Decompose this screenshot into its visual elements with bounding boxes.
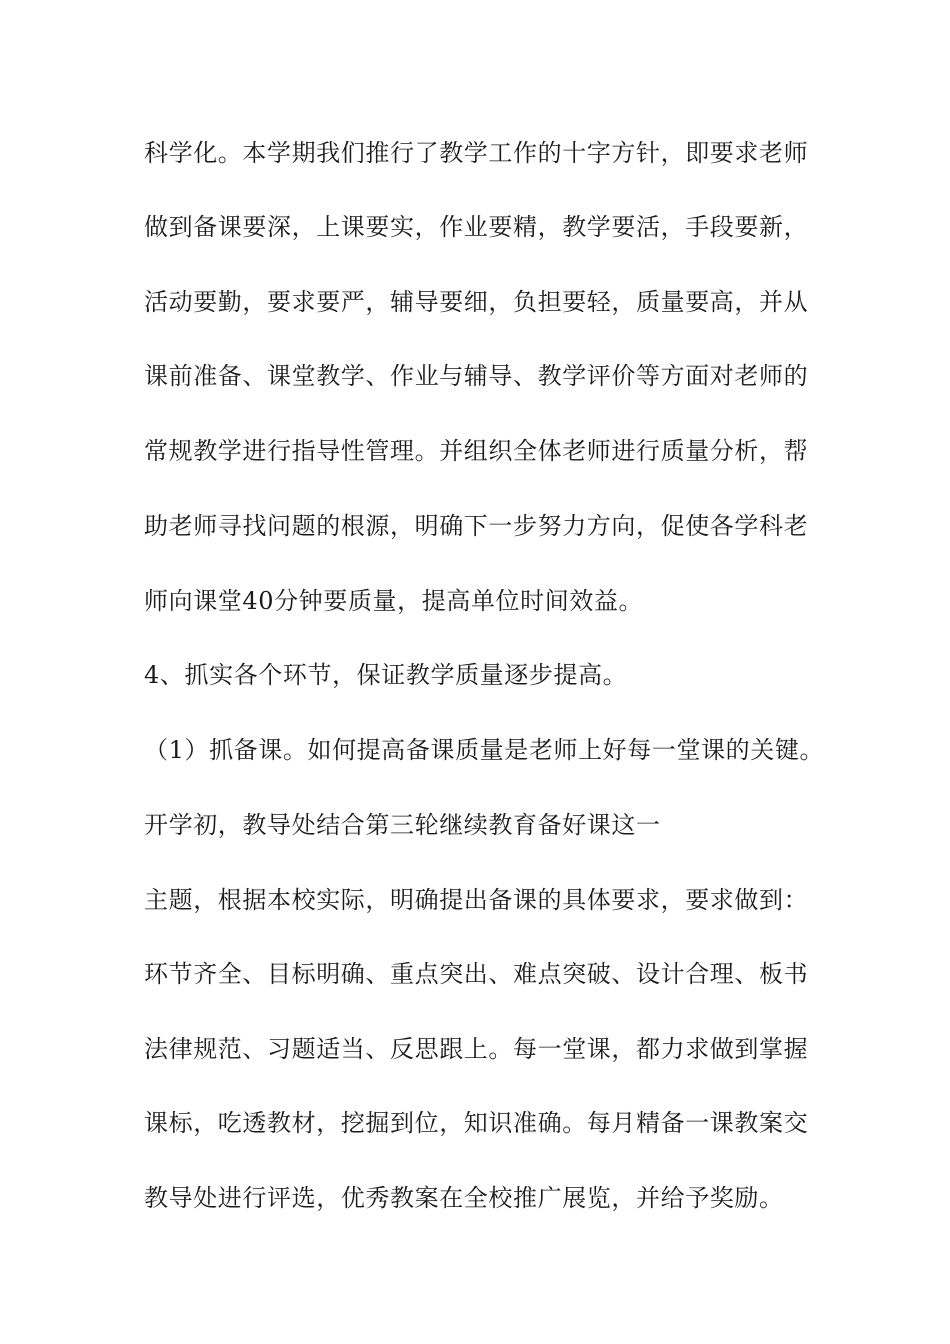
paragraph-line-4: 课前准备、课堂教学、作业与辅导、教学评价等方面对老师的 xyxy=(144,362,809,390)
paragraph-line-11: 法律规范、习题适当、反思跟上。每一堂课，都力求做到掌握 xyxy=(144,1035,809,1063)
section-heading-4: 4、抓实各个环节，保证教学质量逐步提高。 xyxy=(144,661,628,689)
paragraph-line-9: 主题，根据本校实际，明确提出备课的具体要求，要求做到： xyxy=(144,886,809,914)
subsection-heading-1: （1）抓备课。如何提高备课质量是老师上好每一堂课的关键。 xyxy=(144,736,825,764)
paragraph-line-12: 课标，吃透教材，挖掘到位，知识准确。每月精备一课教案交 xyxy=(144,1109,809,1137)
paragraph-line-7: 师向课堂40分钟要质量，提高单位时间效益。 xyxy=(144,587,644,615)
paragraph-line-5: 常规教学进行指导性管理。并组织全体老师进行质量分析，帮 xyxy=(144,437,809,465)
paragraph-line-13: 教导处进行评选，优秀教案在全校推广展览，并给予奖励。 xyxy=(144,1184,784,1212)
paragraph-line-8: 开学初，教导处结合第三轮继续教育备好课这一 xyxy=(144,811,661,839)
paragraph-line-1: 科学化。本学期我们推行了教学工作的十字方针，即要求老师 xyxy=(144,139,809,167)
paragraph-line-2: 做到备课要深，上课要实，作业要精，教学要活，手段要新， xyxy=(144,213,809,241)
paragraph-line-3: 活动要勤，要求要严，辅导要细，负担要轻，质量要高，并从 xyxy=(144,288,809,316)
paragraph-line-10: 环节齐全、目标明确、重点突出、难点突破、设计合理、板书 xyxy=(144,960,809,988)
paragraph-line-6: 助老师寻找问题的根源，明确下一步努力方向，促使各学科老 xyxy=(144,512,809,540)
